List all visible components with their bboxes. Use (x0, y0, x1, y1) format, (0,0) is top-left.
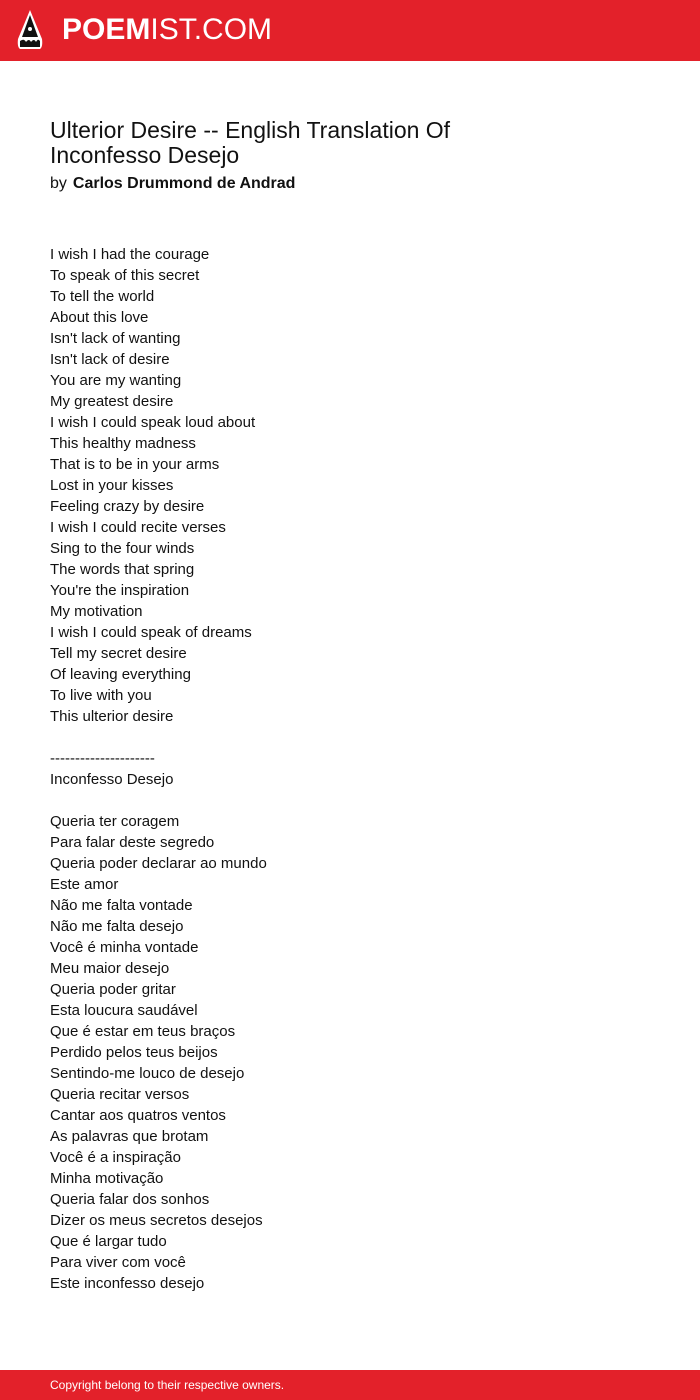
poem-line: Sentindo-me louco de desejo (50, 1065, 245, 1082)
logo-strong: POEM (62, 13, 151, 46)
poem-line: Minha motivação (50, 1170, 164, 1187)
poem-line: Lost in your kisses (50, 477, 174, 494)
poem-line: Não me falta vontade (50, 897, 193, 914)
poem-line: About this love (50, 309, 149, 326)
poem-line: --------------------- (50, 750, 155, 767)
byline (50, 174, 295, 194)
poem-line: Dizer os meus secretos desejos (50, 1212, 263, 1229)
poem-line: Para viver com você (50, 1254, 186, 1271)
poem-line: Tell my secret desire (50, 645, 187, 662)
poem-line: As palavras que brotam (50, 1128, 209, 1145)
poem-line: That is to be in your arms (50, 456, 220, 473)
poem-line: Este amor (50, 876, 119, 893)
author-name[interactable]: Carlos Drummond de Andrad (72, 175, 296, 192)
poem-line: To speak of this secret (50, 267, 200, 284)
poem-line: Sing to the four winds (50, 540, 195, 557)
poem-line: I wish I could speak loud about (50, 414, 256, 431)
poem-line: Feeling crazy by desire (50, 498, 205, 515)
poem-line: Queria poder gritar (50, 981, 176, 998)
logo-light: IST.COM (150, 13, 273, 46)
poem-line: I wish I had the courage (50, 246, 210, 263)
poem-line: Não me falta desejo (50, 918, 184, 935)
poem-line: This healthy madness (50, 435, 196, 452)
poem-line: Você é minha vontade (50, 939, 199, 956)
site-footer (0, 1370, 700, 1400)
poem-line: I wish I could recite verses (50, 519, 226, 536)
pen-nib-icon[interactable] (16, 9, 44, 51)
site-header (0, 0, 700, 61)
poem-line: Of leaving everything (50, 666, 191, 683)
by-label: by (50, 175, 67, 192)
poem-line: Meu maior desejo (50, 960, 170, 977)
poem-line: This ulterior desire (50, 708, 174, 725)
poem-line: Inconfesso Desejo (50, 771, 174, 788)
poem-title: Ulterior Desire -- English Translation Of Inconfesso Desejo (50, 117, 451, 168)
poem-line: My motivation (50, 603, 143, 620)
poem-blank-line (50, 727, 650, 748)
poem-line: Perdido pelos teus beijos (50, 1044, 218, 1061)
poem-line: Isn't lack of desire (50, 351, 170, 368)
poem-line: Queria falar dos sonhos (50, 1191, 210, 1208)
poem-line: You're the inspiration (50, 582, 190, 599)
poem-line: Para falar deste segredo (50, 834, 215, 851)
poem-line: The words that spring (50, 561, 195, 578)
poem-line: To live with you (50, 687, 152, 704)
poem-line: Queria ter coragem (50, 813, 180, 830)
poem-line: Isn't lack of wanting (50, 330, 181, 347)
poem-line: Cantar aos quatros ventos (50, 1107, 226, 1124)
site-logo[interactable] (62, 12, 272, 48)
poem-line: Você é a inspiração (50, 1149, 181, 1166)
poem-blank-line (50, 790, 650, 811)
poem-line: Este inconfesso desejo (50, 1275, 205, 1292)
poem-line: You are my wanting (50, 372, 182, 389)
poem-line: My greatest desire (50, 393, 174, 410)
poem-line: To tell the world (50, 288, 155, 305)
poem-line: I wish I could speak of dreams (50, 624, 252, 641)
poem-line: Que é estar em teus braços (50, 1023, 236, 1040)
poem-line: Esta loucura saudável (50, 1002, 198, 1019)
poem-line: Que é largar tudo (50, 1233, 167, 1250)
poem-body (50, 244, 650, 1294)
poem-line: Queria recitar versos (50, 1086, 190, 1103)
copyright-text: Copyright belong to their respective owners. (50, 1378, 285, 1392)
poem-line: Queria poder declarar ao mundo (50, 855, 267, 872)
